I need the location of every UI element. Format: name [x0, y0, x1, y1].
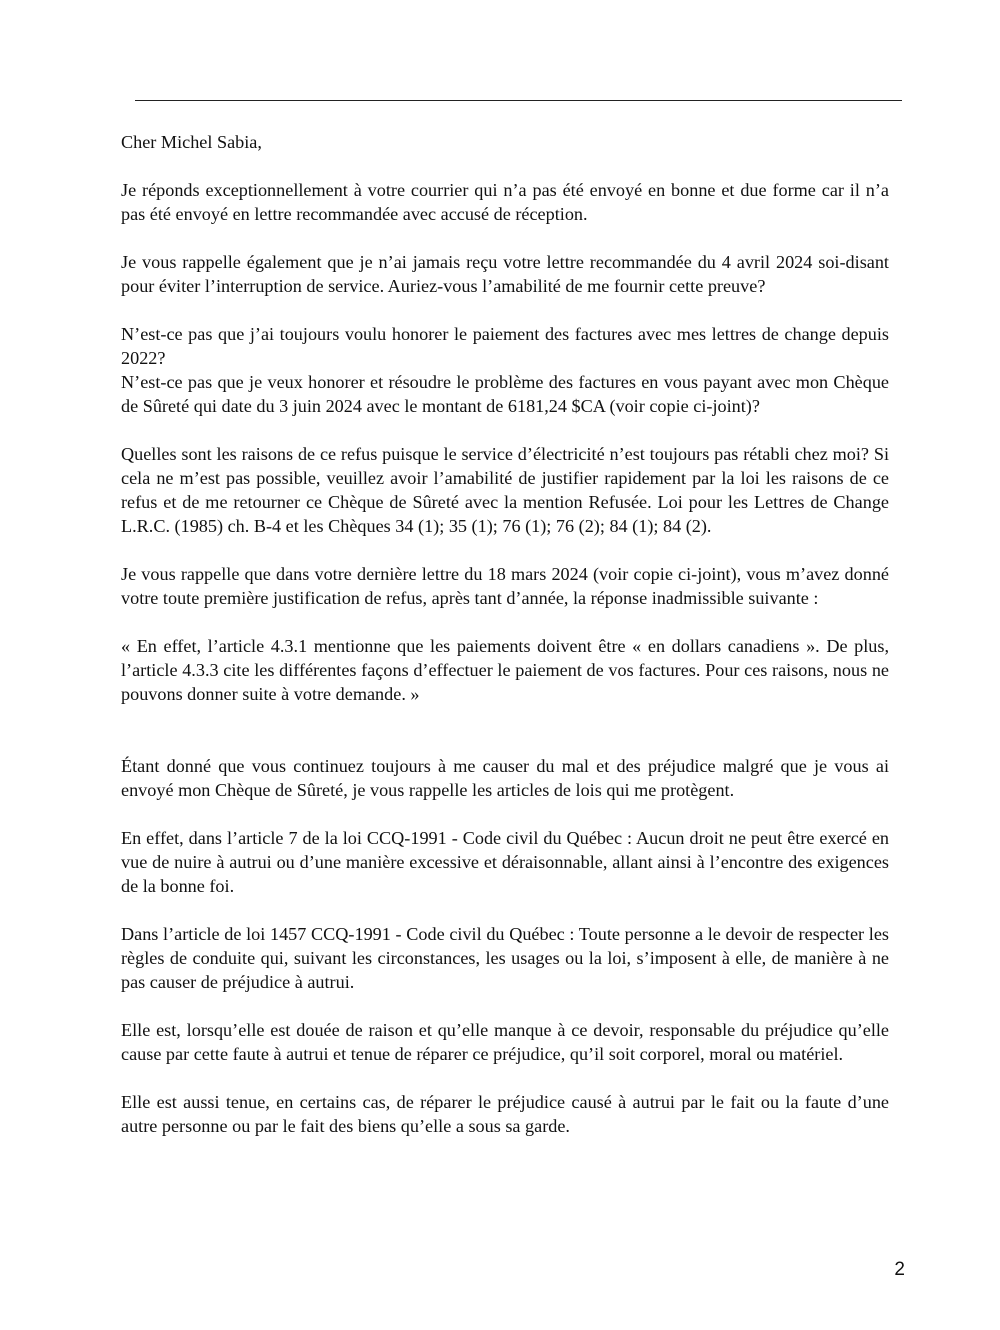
letter-body: [121, 130, 889, 1138]
paragraph-prejudice: Étant donné que vous continuez toujours à me causer du mal et des préjudice malgré que je vous ai envoyé mon Chèque de Sûreté, je vous rappelle les articles de lois qui me protègent.: [121, 756, 889, 800]
paragraph-article-1457: Dans l’article de loi 1457 CCQ-1991 - Code civil du Québec : Toute personne a le devoir de respecter les règles de conduite qui, suivant les circonstances, les usages ou la loi, s’imposent à elle, de manière à ne pas causer de préjudice à autrui.: [121, 924, 889, 992]
paragraph-bills-of-exchange: N’est-ce pas que j’ai toujours voulu honorer le paiement des factures avec mes lettres de change depuis 2022? N’est-ce pas que je veux honorer et résoudre le problème des factures en vous payant avec mon Chèque de Sûreté qui date du 3 juin 2024 avec le montant de 6181,24 $CA (voir copie ci-joint)?: [121, 324, 889, 416]
paragraph-refusal-reasons: Quelles sont les raisons de ce refus puisque le service d’électricité n’est toujours pas rétabli chez moi? Si cela ne m’est pas possible, veuillez avoir l’amabilité de justifier rapidement par la loi les raisons de ce refus et de me retourner ce Chèque de Sûreté avec la mention Refusée. Loi pour les Lettres de Change L.R.C. (1985) ch. B-4 et les Chèques 34 (1); 35 (1); 76 (1); 76 (2); 84 (1); 84 (2).: [121, 444, 889, 536]
paragraph-third-party: Elle est aussi tenue, en certains cas, de réparer le préjudice causé à autrui par le fait ou la faute d’une autre personne ou par le fait des biens qu’elle a sous sa garde.: [121, 1092, 889, 1136]
paragraph-registered-mail: Je réponds exceptionnellement à votre courrier qui n’a pas été envoyé en bonne et due forme car il n’a pas été envoyé en lettre recommandée avec accusé de réception.: [121, 180, 889, 224]
paragraph-article-7: En effet, dans l’article 7 de la loi CCQ-1991 - Code civil du Québec : Aucun droit ne peut être exercé en vue de nuire à autrui ou d’une manière excessive et déraisonnable, allant ainsi à l’encontre des exigences de la bonne foi.: [121, 828, 889, 896]
paragraph-april-letter: Je vous rappelle également que je n’ai jamais reçu votre lettre recommandée du 4 avril 2024 soi-disant pour éviter l’interruption de service. Auriez-vous l’amabilité de me fournir cette preuve?: [121, 252, 889, 296]
page-number: 2: [894, 1259, 905, 1280]
quoted-response: « En effet, l’article 4.3.1 mentionne que les paiements doivent être « en dollars canadiens ». De plus, l’article 4.3.3 cite les différentes façons d’effectuer le paiement de vos factures. Pour ces raisons, nous ne pouvons donner suite à votre demande. »: [121, 636, 889, 704]
header-rule: [135, 100, 902, 101]
greeting: Cher Michel Sabia,: [121, 132, 262, 152]
paragraph-responsibility: Elle est, lorsqu’elle est douée de raison et qu’elle manque à ce devoir, responsable du préjudice qu’elle cause par cette faute à autrui et tenue de réparer ce préjudice, qu’il soit corporel, moral ou matériel.: [121, 1020, 889, 1064]
paragraph-march-letter: Je vous rappelle que dans votre dernière lettre du 18 mars 2024 (voir copie ci-joint), vous m’avez donné votre toute première justification de refus, après tant d’année, la réponse inadmissible suivante :: [121, 564, 889, 608]
